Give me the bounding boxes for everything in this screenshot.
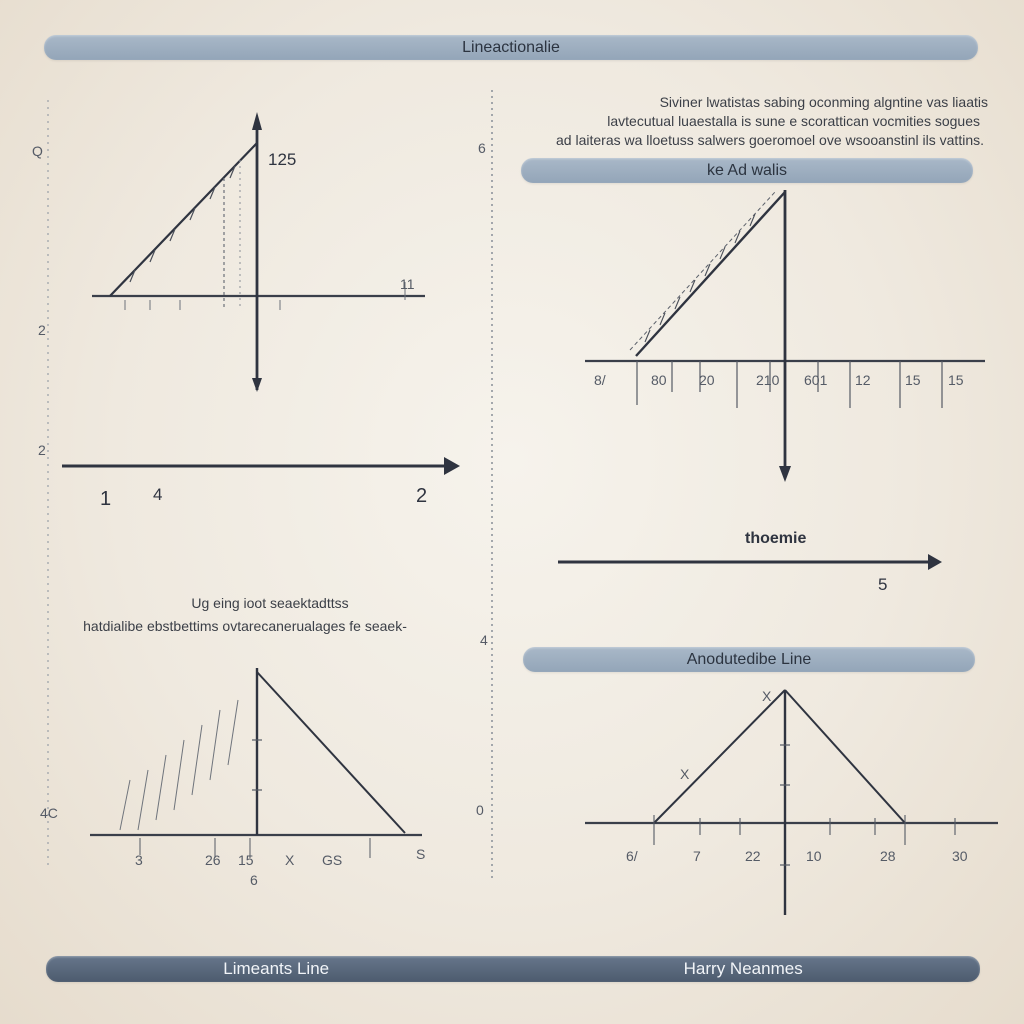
left-number-line-label-4: 4 bbox=[153, 485, 163, 504]
footer-right-label: Harry Neanmes bbox=[683, 959, 803, 978]
left-side-label-2b: 2 bbox=[38, 442, 46, 458]
bl-tick-label-0: 3 bbox=[135, 852, 143, 868]
right-middle-title: ke Ad walis bbox=[706, 161, 788, 179]
br-tick-label-2: 22 bbox=[745, 848, 761, 864]
bl-tick-label-4: GS bbox=[322, 852, 343, 868]
left-caption-line-2: hatdialibe ebstbettims ovtarecanerualages fe seaek- bbox=[83, 618, 407, 634]
right-number-line-label-5: 5 bbox=[878, 575, 888, 594]
bl-tick-label-2: 15 bbox=[238, 852, 254, 868]
bl-side-label-6: 6 bbox=[250, 872, 258, 888]
left-number-line-label-1: 1 bbox=[100, 488, 112, 510]
left-number-line-label-2: 2 bbox=[416, 485, 428, 507]
tr-tick-label-2: 20 bbox=[699, 372, 715, 388]
br-tick-label-0: 6/ bbox=[626, 848, 638, 864]
tr-tick-label-1: 80 bbox=[651, 372, 667, 388]
tr-left-side-label-4: 4 bbox=[480, 632, 488, 648]
tr-tick-label-5: 12 bbox=[855, 372, 871, 388]
header-title: Lineactionalie bbox=[462, 38, 560, 56]
br-tick-label-1: 7 bbox=[693, 848, 701, 864]
left-side-label-q: Q bbox=[32, 143, 43, 159]
tl-label-11: 11 bbox=[400, 276, 415, 292]
br-left-side bbox=[654, 690, 785, 823]
right-number-line-title: thoemie bbox=[745, 530, 807, 547]
tl-label-125: 125 bbox=[268, 150, 297, 169]
left-caption-line-1: Ug eing ioot seaektadttss bbox=[191, 595, 349, 611]
tr-tick-label-7: 15 bbox=[948, 372, 964, 388]
br-side-label: X bbox=[680, 766, 690, 782]
top-right-text-line-2: lavtecutual luaestalla is sune e scorattican vocmities sogues bbox=[607, 113, 980, 129]
tr-tick-label-4: 601 bbox=[804, 372, 828, 388]
tr-tick-label-6: 15 bbox=[905, 372, 921, 388]
br-apex-label: X bbox=[762, 688, 772, 704]
bl-tick-label-5: S bbox=[416, 846, 426, 862]
tr-tick-label-3: 210 bbox=[756, 372, 780, 388]
bl-tick-label-1: 26 bbox=[205, 852, 221, 868]
br-right-side bbox=[785, 690, 905, 823]
left-side-label-2a: 2 bbox=[38, 322, 46, 338]
br-left-label-0: 0 bbox=[476, 802, 484, 818]
br-x-ticks bbox=[654, 815, 955, 845]
footer-left-label: Limeants Line bbox=[223, 959, 330, 978]
br-tick-label-3: 10 bbox=[806, 848, 822, 864]
footer-bar bbox=[46, 956, 980, 982]
top-right-text-line-1: Siviner lwatistas sabing oconming algntine vas liaatis bbox=[659, 94, 988, 110]
bl-tick-label-3: X bbox=[285, 852, 295, 868]
br-tick-label-5: 30 bbox=[952, 848, 968, 864]
tr-tick-label-0: 8/ bbox=[594, 372, 606, 388]
bl-left-label-4c: 4C bbox=[40, 805, 58, 821]
right-bottom-title: Anodutedibe Line bbox=[686, 650, 812, 668]
tr-left-side-label-6: 6 bbox=[478, 140, 486, 156]
top-right-text-line-3: ad laiteras wa lloetuss salwers goeromoel ove wsooanstinl ils vattins. bbox=[556, 132, 984, 148]
br-tick-label-4: 28 bbox=[880, 848, 896, 864]
